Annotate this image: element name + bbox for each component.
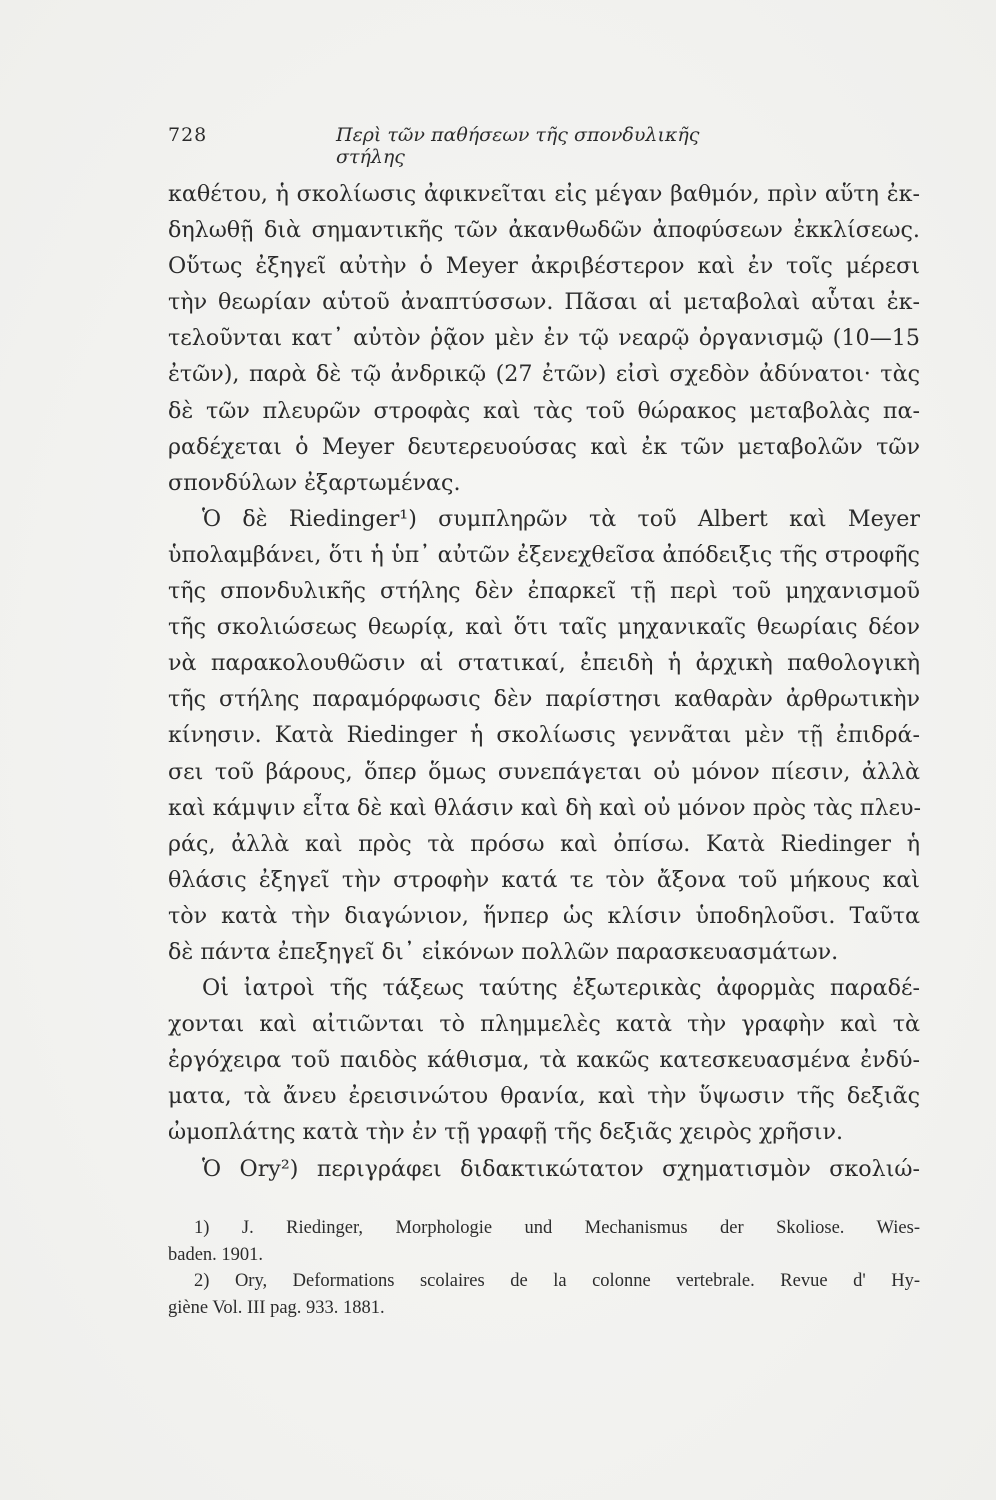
footnote-line: 1) J. Riedinger, Morphologie und Mechanismus der Skoliose. Wies- [194,1218,920,1238]
text-line: σει τοῦ βάρους, ὅπερ ὅμως συνεπάγεται οὐ μόνον πίεσιν, ἀλλὰ [168,758,920,785]
text-line: τῆς σπονδυλικῆς στήλης δὲν ἐπαρκεῖ τῇ περὶ τοῦ μηχανισμοῦ [168,578,920,605]
text-line: χονται καὶ αἰτιῶνται τὸ πλημμελὲς κατὰ τὴν γραφὴν καὶ τὰ [168,1011,920,1038]
text-line: κίνησιν. Κατὰ Riedinger ἡ σκολίωσις γεννᾶται μὲν τῇ ἐπιδρά- [168,722,920,749]
text-line: ὠμοπλάτης κατὰ τὴν ἐν τῇ γραφῇ τῆς δεξιᾶς χειρὸς χρῆσιν. [168,1119,844,1146]
footnote-line: giène Vol. III pag. 933. 1881. [168,1297,385,1318]
paragraph-start-line: Ὁ Ory²) περιγράφει διδακτικώτατον σχηματισμὸν σκολιώ- [202,1155,920,1182]
text-line: ράς, ἀλλὰ καὶ πρὸς τὰ πρόσω καὶ ὀπίσω. Κατὰ Riedinger ἡ [168,830,920,857]
text-line: ραδέχεται ὁ Meyer δευτερευούσας καὶ ἐκ τῶν μεταβολῶν τῶν [168,433,920,460]
text-line: σπονδύλων ἐξαρτωμένας. [168,469,461,496]
text-line: τὸν κατὰ τὴν διαγώνιον, ἥνπερ ὡς κλίσιν ὑποδηλοῦσι. Ταῦτα [168,902,920,929]
text-line: τελοῦνται κατ᾽ αὐτὸν ῥᾷον μὲν ἐν τῷ νεαρῷ ὀργανισμῷ (10—15 [168,325,920,352]
body-text [168,176,920,1187]
text-line: Οὕτως ἐξηγεῖ αὐτὴν ὁ Meyer ἀκριβέστερον καὶ ἐν τοῖς μέρεσι [168,253,920,280]
text-line: ἐτῶν), παρὰ δὲ τῷ ἀνδρικῷ (27 ἐτῶν) εἰσὶ σχεδὸν ἀδύνατοι· τὰς [168,361,920,388]
footnote-line: 2) Ory, Deformations scolaires de la colonne vertebrale. Revue d' Hy- [194,1271,920,1291]
text-line: καὶ κάμψιν εἶτα δὲ καὶ θλάσιν καὶ δὴ καὶ οὐ μόνον πρὸς τὰς πλευ- [168,794,922,821]
text-line: θλάσις ἐξηγεῖ τὴν στροφὴν κατά τε τὸν ἄξονα τοῦ μήκους καὶ [168,866,920,893]
text-line: ματα, τὰ ἄνευ ἐρεισινώτου θρανία, καὶ τὴν ὕψωσιν τῆς δεξιᾶς [168,1083,920,1110]
footnote-line: baden. 1901. [168,1244,264,1265]
text-line: καθέτου, ἡ σκολίωσις ἀφικνεῖται εἰς μέγαν βαθμόν, πρὶν αὕτη ἐκ- [168,181,920,207]
footnotes [168,1215,920,1321]
page-number: 728 [168,124,208,146]
text-line: τῆς σκολιώσεως θεωρίᾳ, καὶ ὅτι ταῖς μηχανικαῖς θεωρίαις δέον [168,614,920,641]
text-line: τὴν θεωρίαν αὑτοῦ ἀναπτύσσων. Πᾶσαι αἱ μεταβολαὶ αὗται ἐκ- [168,289,920,316]
text-line: δὲ πάντα ἐπεξηγεῖ δι᾽ εἰκόνων πολλῶν παρασκευασμάτων. [168,938,839,965]
text-line: ὑπολαμβάνει, ὅτι ἡ ὑπ᾽ αὐτῶν ἐξενεχθεῖσα ἀπόδειξις τῆς στροφῆς [168,541,920,568]
running-head [168,124,758,168]
running-title: Περὶ τῶν παθήσεων τῆς σπονδυλικῆς στήλης [336,124,700,168]
paragraph-start-line: Οἱ ἰατροὶ τῆς τάξεως ταύτης ἐξωτερικὰς ἀφορμὰς παραδέ- [202,975,920,1002]
text-line: δὲ τῶν πλευρῶν στροφὰς καὶ τὰς τοῦ θώρακος μεταβολὰς πα- [168,397,920,424]
paragraph-start-line: Ὁ δὲ Riedinger¹) συμπληρῶν τὰ τοῦ Albert καὶ Meyer [202,505,920,532]
text-line: τῆς στήλης παραμόρφωσις δὲν παρίστησι καθαρὰν ἀρθρωτικὴν [168,686,920,713]
text-line: ἐργόχειρα τοῦ παιδὸς κάθισμα, τὰ κακῶς κατεσκευασμένα ἐνδύ- [168,1047,920,1074]
text-line: δηλωθῇ διὰ σημαντικῆς τῶν ἀκανθωδῶν ἀποφύσεων ἐκκλίσεως. [168,217,920,244]
text-line: νὰ παρακολουθῶσιν αἱ στατικαί, ἐπειδὴ ἡ ἀρχικὴ παθολογικὴ [168,650,920,677]
